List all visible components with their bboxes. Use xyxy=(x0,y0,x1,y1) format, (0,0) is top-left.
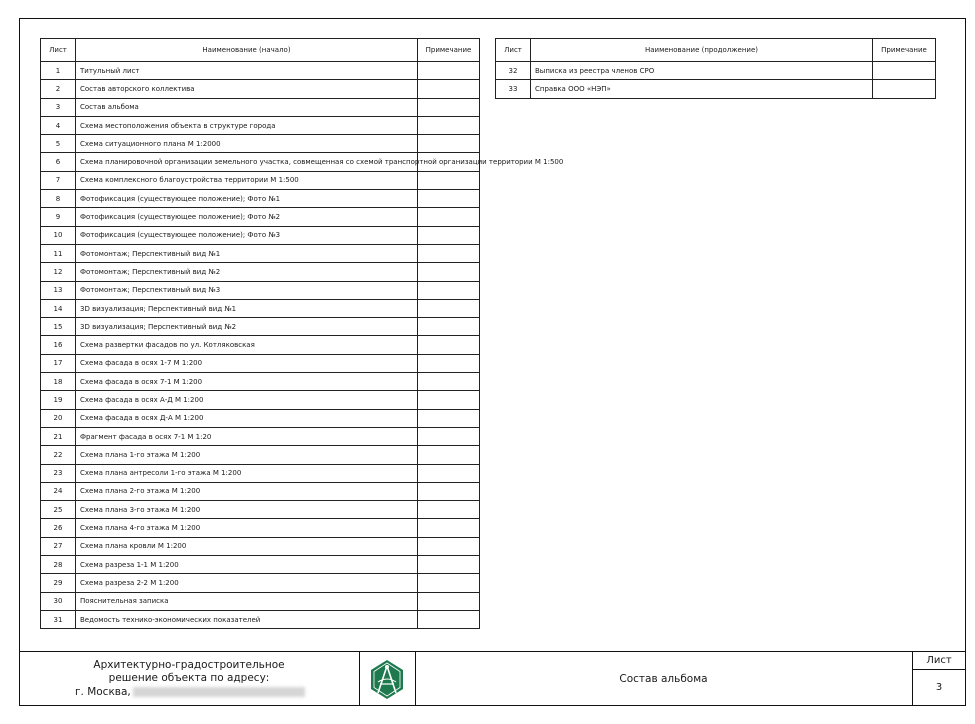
sheet-name-cell: Схема планировочной организации земельного участка, совмещенная со схемой транспортной организации территории М 1:500 xyxy=(76,153,418,171)
header-note: Примечание xyxy=(873,39,936,62)
sheet-note-cell xyxy=(418,501,480,519)
sheet-note-cell xyxy=(418,610,480,628)
sheet-number-cell: 33 xyxy=(496,80,531,98)
right-table-body xyxy=(496,62,936,99)
header-sheet-number: Лист xyxy=(41,39,76,62)
sheet-note-cell xyxy=(418,281,480,299)
sheet-note-cell xyxy=(418,135,480,153)
table-row xyxy=(41,464,480,482)
table-row xyxy=(41,501,480,519)
table-row xyxy=(41,537,480,555)
sheet-note-cell xyxy=(418,62,480,80)
sheet-number-cell: 2 xyxy=(41,80,76,98)
sheet-note-cell xyxy=(418,171,480,189)
sheet-name-cell: Титульный лист xyxy=(76,62,418,80)
sheet-title: Состав альбома xyxy=(619,672,708,685)
sheet-name-cell: Фотомонтаж; Перспективный вид №2 xyxy=(76,263,418,281)
sheet-number-value: 3 xyxy=(935,682,943,693)
sheet-name-cell: Схема плана 1-го этажа М 1:200 xyxy=(76,446,418,464)
sheet-number-cell: 17 xyxy=(41,354,76,372)
sheet-number-cell: 15 xyxy=(41,318,76,336)
sheet-number-cell: 6 xyxy=(41,153,76,171)
sheet-note-cell xyxy=(418,208,480,226)
sheet-note-cell xyxy=(418,519,480,537)
sheet-name-cell: Схема плана 3-го этажа М 1:200 xyxy=(76,501,418,519)
sheet-number-cell: 20 xyxy=(41,409,76,427)
sheet-note-cell xyxy=(418,391,480,409)
sheet-number-cell: 4 xyxy=(41,116,76,134)
sheet-name-cell: Схема ситуационного плана М 1:2000 xyxy=(76,135,418,153)
sheet-note-cell xyxy=(418,116,480,134)
sheet-note-cell xyxy=(418,409,480,427)
table-row xyxy=(41,80,480,98)
table-row xyxy=(41,135,480,153)
table-row xyxy=(41,226,480,244)
sheet-name-cell: Схема плана 2-го этажа М 1:200 xyxy=(76,482,418,500)
table-row xyxy=(41,354,480,372)
sheet-number-cell: 22 xyxy=(41,446,76,464)
redacted-address xyxy=(133,687,305,697)
sheet-name-cell: Фрагмент фасада в осях 7-1 М 1:20 xyxy=(76,427,418,445)
table-row xyxy=(41,427,480,445)
title-block xyxy=(19,651,966,706)
table-row xyxy=(41,610,480,628)
sheet-number-cell: 28 xyxy=(41,556,76,574)
project-title-line2: решение объекта по адресу: xyxy=(108,672,270,684)
sheet-number-cell: 11 xyxy=(41,244,76,262)
header-sheet-number: Лист xyxy=(496,39,531,62)
table-row xyxy=(41,299,480,317)
sheet-note-cell xyxy=(418,446,480,464)
table-row xyxy=(41,208,480,226)
sheet-name-cell: Схема развертки фасадов по ул. Котляковская xyxy=(76,336,418,354)
sheet-name-cell: Схема разреза 1-1 М 1:200 xyxy=(76,556,418,574)
table-row xyxy=(41,556,480,574)
sheet-number-cell: 32 xyxy=(496,62,531,80)
sheet-note-cell xyxy=(418,373,480,391)
table-row xyxy=(41,190,480,208)
sheet-note-cell xyxy=(418,80,480,98)
sheet-note-cell xyxy=(418,263,480,281)
table-row xyxy=(41,318,480,336)
table-row xyxy=(41,574,480,592)
sheet-name-cell: Схема фасада в осях 7-1 М 1:200 xyxy=(76,373,418,391)
table-row xyxy=(496,80,936,98)
sheet-note-cell xyxy=(418,354,480,372)
sheet-number-cell: 19 xyxy=(41,391,76,409)
sheet-name-cell: Схема фасада в осях А-Д М 1:200 xyxy=(76,391,418,409)
table-row xyxy=(41,98,480,116)
project-city: г. Москва, xyxy=(75,686,131,698)
sheet-number-cell: 24 xyxy=(41,482,76,500)
sheet-note-cell xyxy=(418,482,480,500)
sheet-number-cell: 21 xyxy=(41,427,76,445)
table-row xyxy=(41,281,480,299)
sheet-number-cell: 8 xyxy=(41,190,76,208)
sheet-name-cell: Схема фасада в осях 1-7 М 1:200 xyxy=(76,354,418,372)
table-row xyxy=(41,446,480,464)
table-row xyxy=(41,171,480,189)
header-name: Наименование (продолжение) xyxy=(531,39,873,62)
table-row xyxy=(41,263,480,281)
sheet-number-cell: 25 xyxy=(41,501,76,519)
sheet-name-cell: Выписка из реестра членов СРО xyxy=(531,62,873,80)
sheet-note-cell xyxy=(418,336,480,354)
sheet-name-cell: Справка ООО «НЭП» xyxy=(531,80,873,98)
sheet-number-label: Лист xyxy=(913,652,965,670)
sheet-note-cell xyxy=(873,80,936,98)
sheet-name-cell: Ведомость технико-экономических показателей xyxy=(76,610,418,628)
project-address-cell xyxy=(19,652,360,705)
table-row xyxy=(41,244,480,262)
sheet-name-cell: Фотомонтаж; Перспективный вид №3 xyxy=(76,281,418,299)
sheet-name-cell: Фотофиксация (существующее положение); Фото №1 xyxy=(76,190,418,208)
table-row xyxy=(41,519,480,537)
architect-compass-logo-icon xyxy=(359,652,415,705)
sheet-number-cell: 13 xyxy=(41,281,76,299)
sheet-note-cell xyxy=(418,592,480,610)
sheet-number-cell: 23 xyxy=(41,464,76,482)
table-row xyxy=(41,592,480,610)
sheet-number-cell: 16 xyxy=(41,336,76,354)
sheet-name-cell: Состав авторского коллектива xyxy=(76,80,418,98)
table-header-row xyxy=(41,39,480,62)
sheet-name-cell: Состав альбома xyxy=(76,98,418,116)
sheet-name-cell: Схема плана антресоли 1-го этажа М 1:200 xyxy=(76,464,418,482)
table-row xyxy=(41,373,480,391)
sheet-name-cell: Схема плана кровли М 1:200 xyxy=(76,537,418,555)
sheet-number-cell: 26 xyxy=(41,519,76,537)
table-row xyxy=(41,62,480,80)
sheet-name-cell: Пояснительная записка xyxy=(76,592,418,610)
sheet-note-cell xyxy=(418,226,480,244)
sheet-number-cell: 30 xyxy=(41,592,76,610)
table-row xyxy=(41,409,480,427)
sheet-name-cell: Фотомонтаж; Перспективный вид №1 xyxy=(76,244,418,262)
sheet-note-cell xyxy=(418,427,480,445)
sheet-number-cell: 7 xyxy=(41,171,76,189)
header-note: Примечание xyxy=(418,39,480,62)
table-row xyxy=(41,482,480,500)
sheet-note-cell xyxy=(418,464,480,482)
table-row xyxy=(41,116,480,134)
header-name: Наименование (начало) xyxy=(76,39,418,62)
sheet-name-cell: Схема фасада в осях Д-А М 1:200 xyxy=(76,409,418,427)
sheet-note-cell xyxy=(418,556,480,574)
sheet-number-cell: 31 xyxy=(41,610,76,628)
sheet-name-cell: Схема комплексного благоустройства территории М 1:500 xyxy=(76,171,418,189)
sheet-number-cell: 3 xyxy=(41,98,76,116)
logo-cell xyxy=(359,652,416,705)
sheet-number-cell: 12 xyxy=(41,263,76,281)
table-row xyxy=(41,153,480,171)
sheet-name-cell: 3D визуализация; Перспективный вид №1 xyxy=(76,299,418,317)
table-row xyxy=(41,336,480,354)
sheet-number-cell: 1 xyxy=(41,62,76,80)
sheet-number-cell: 5 xyxy=(41,135,76,153)
sheet-name-cell: Схема плана 4-го этажа М 1:200 xyxy=(76,519,418,537)
sheet-note-cell xyxy=(418,190,480,208)
sheet-note-cell xyxy=(418,318,480,336)
table-row xyxy=(496,62,936,80)
sheet-number-box xyxy=(912,652,965,705)
table-header-row xyxy=(496,39,936,62)
sheet-name-cell: Схема разреза 2-2 М 1:200 xyxy=(76,574,418,592)
sheet-note-cell xyxy=(418,244,480,262)
sheet-number-cell: 14 xyxy=(41,299,76,317)
sheet-name-cell: 3D визуализация; Перспективный вид №2 xyxy=(76,318,418,336)
sheet-note-cell xyxy=(418,299,480,317)
sheet-name-cell: Фотофиксация (существующее положение); Фото №3 xyxy=(76,226,418,244)
sheet-number-cell: 10 xyxy=(41,226,76,244)
sheet-number-cell: 29 xyxy=(41,574,76,592)
sheet-note-cell xyxy=(418,537,480,555)
sheet-number-cell: 9 xyxy=(41,208,76,226)
sheet-note-cell xyxy=(418,98,480,116)
right-sheet-list-table xyxy=(495,38,936,99)
project-title-line1: Архитектурно-градостроительное xyxy=(93,659,285,671)
sheet-number-cell: 27 xyxy=(41,537,76,555)
sheet-name-cell: Фотофиксация (существующее положение); Фото №2 xyxy=(76,208,418,226)
sheet-name-cell: Схема местоположения объекта в структуре города xyxy=(76,116,418,134)
sheet-note-cell xyxy=(873,62,936,80)
table-row xyxy=(41,391,480,409)
sheet-note-cell xyxy=(418,574,480,592)
sheet-number-cell: 18 xyxy=(41,373,76,391)
